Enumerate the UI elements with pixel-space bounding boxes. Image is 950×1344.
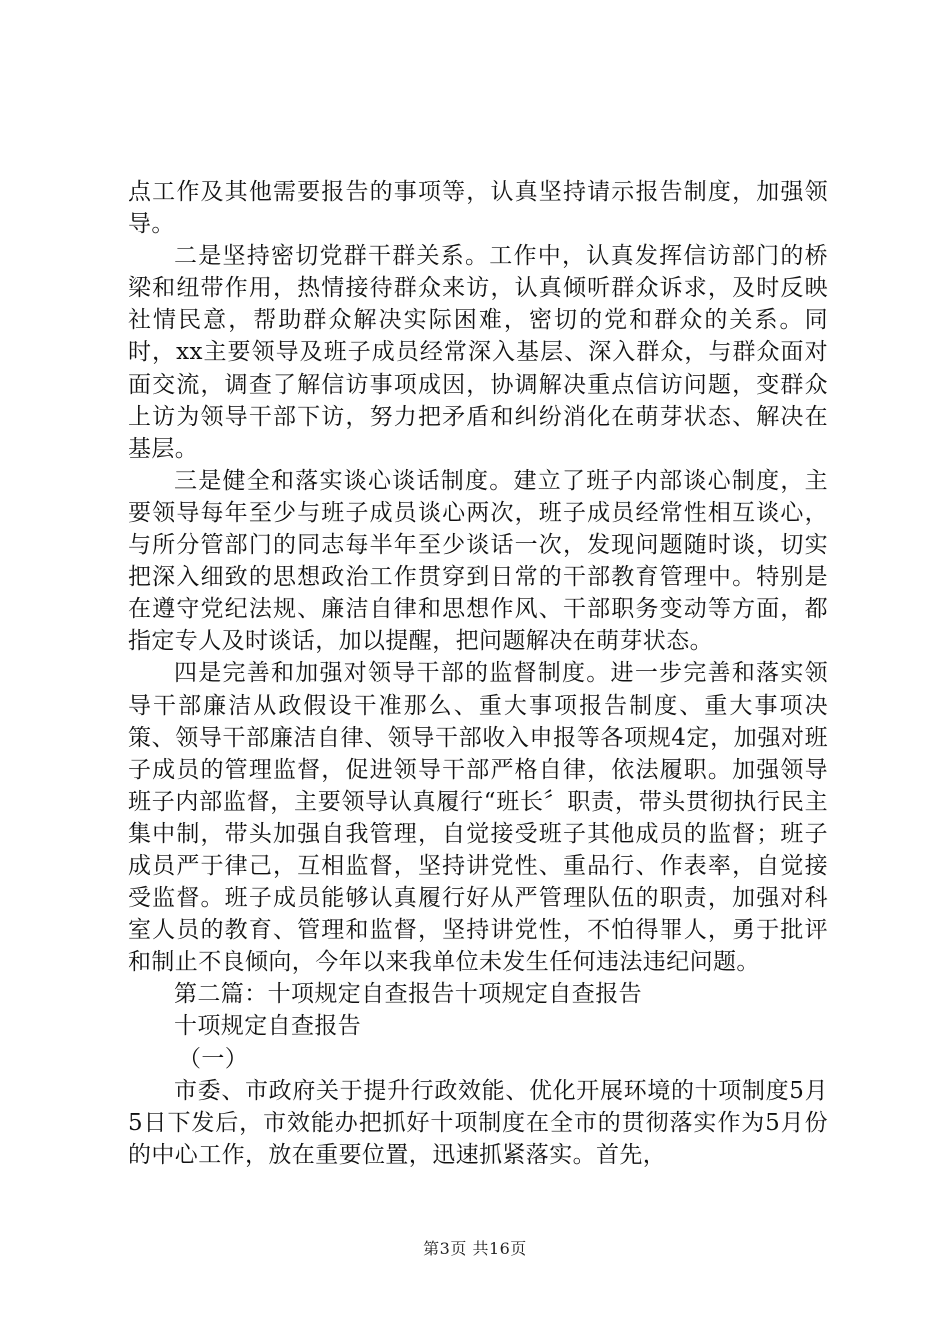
section-heading: 第二篇：十项规定自查报告十项规定自查报告 [174,981,642,1008]
paragraph-point-three: 三是健全和落实谈心谈话制度。建立了班子内部谈心制度，主要领导每年至少与班子成员谈心两次，班子成员经常性相互谈心，与所分管部门的同志每半年至少谈话一次，发现问题随时谈，切实把深入细致的思想政治工作贯穿到日常的干部教育管理中。特别是在遵守党纪法规、廉洁自律和思想作风、干部职务变动等方面，都指定专人及时谈话，加以提醒，把问题解决在萌芽状态。 [128,467,828,655]
paragraph-point-four: 四是完善和加强对领导干部的监督制度。进一步完善和落实领导干部廉洁从政假设干准那么、重大事项报告制度、重大事项决策、领导干部廉洁自律、领导干部收入申报等各项规4定，加强对班子成员的管理监督，促进领导干部严格自律，依法履职。加强领导班子内部监督，主要领导认真履行“班长〞职责，带头贯彻执行民主集中制，带头加强自我管理，自觉接受班子其他成员的监督；班子成员严于律己，互相监督，坚持讲党性、重品行、作表率，自觉接受监督。班子成员能够认真履行好从严管理队伍的职责，加强对科室人员的教育、管理和监督，坚持讲党性，不怕得罪人，勇于批评和制止不良倾向，今年以来我单位未发生任何违法违纪问题。 [128,660,828,976]
section-number: （一） [178,1045,249,1072]
paragraph-point-two: 二是坚持密切党群干群关系。工作中，认真发挥信访部门的桥梁和纽带作用，热情接待群众来访，认真倾听群众诉求，及时反映社情民意，帮助群众解决实际困难，密切的党和群众的关系。同时，xx主要领导及班子成员经常深入基层、深入群众，与群众面对面交流，调查了解信访事项成因，协调解决重点信访问题，变群众上访为领导干部下访，努力把矛盾和纠纷消化在萌芽状态、解决在基层。 [128,243,828,462]
paragraph-intro: 市委、市政府关于提升行政效能、优化开展环境的十项制度5月5日下发后，市效能办把抓好十项制度在全市的贯彻落实作为5月份的中心工作，放在重要位置，迅速抓紧落实。首先， [128,1077,828,1168]
document-body [128,176,828,1171]
paragraph-continuation: 点工作及其他需要报告的事项等，认真坚持请示报告制度，加强领导。 [128,179,828,238]
report-title: 十项规定自查报告 [174,1013,362,1040]
page-footer: 第3页 共16页 [423,1239,527,1258]
